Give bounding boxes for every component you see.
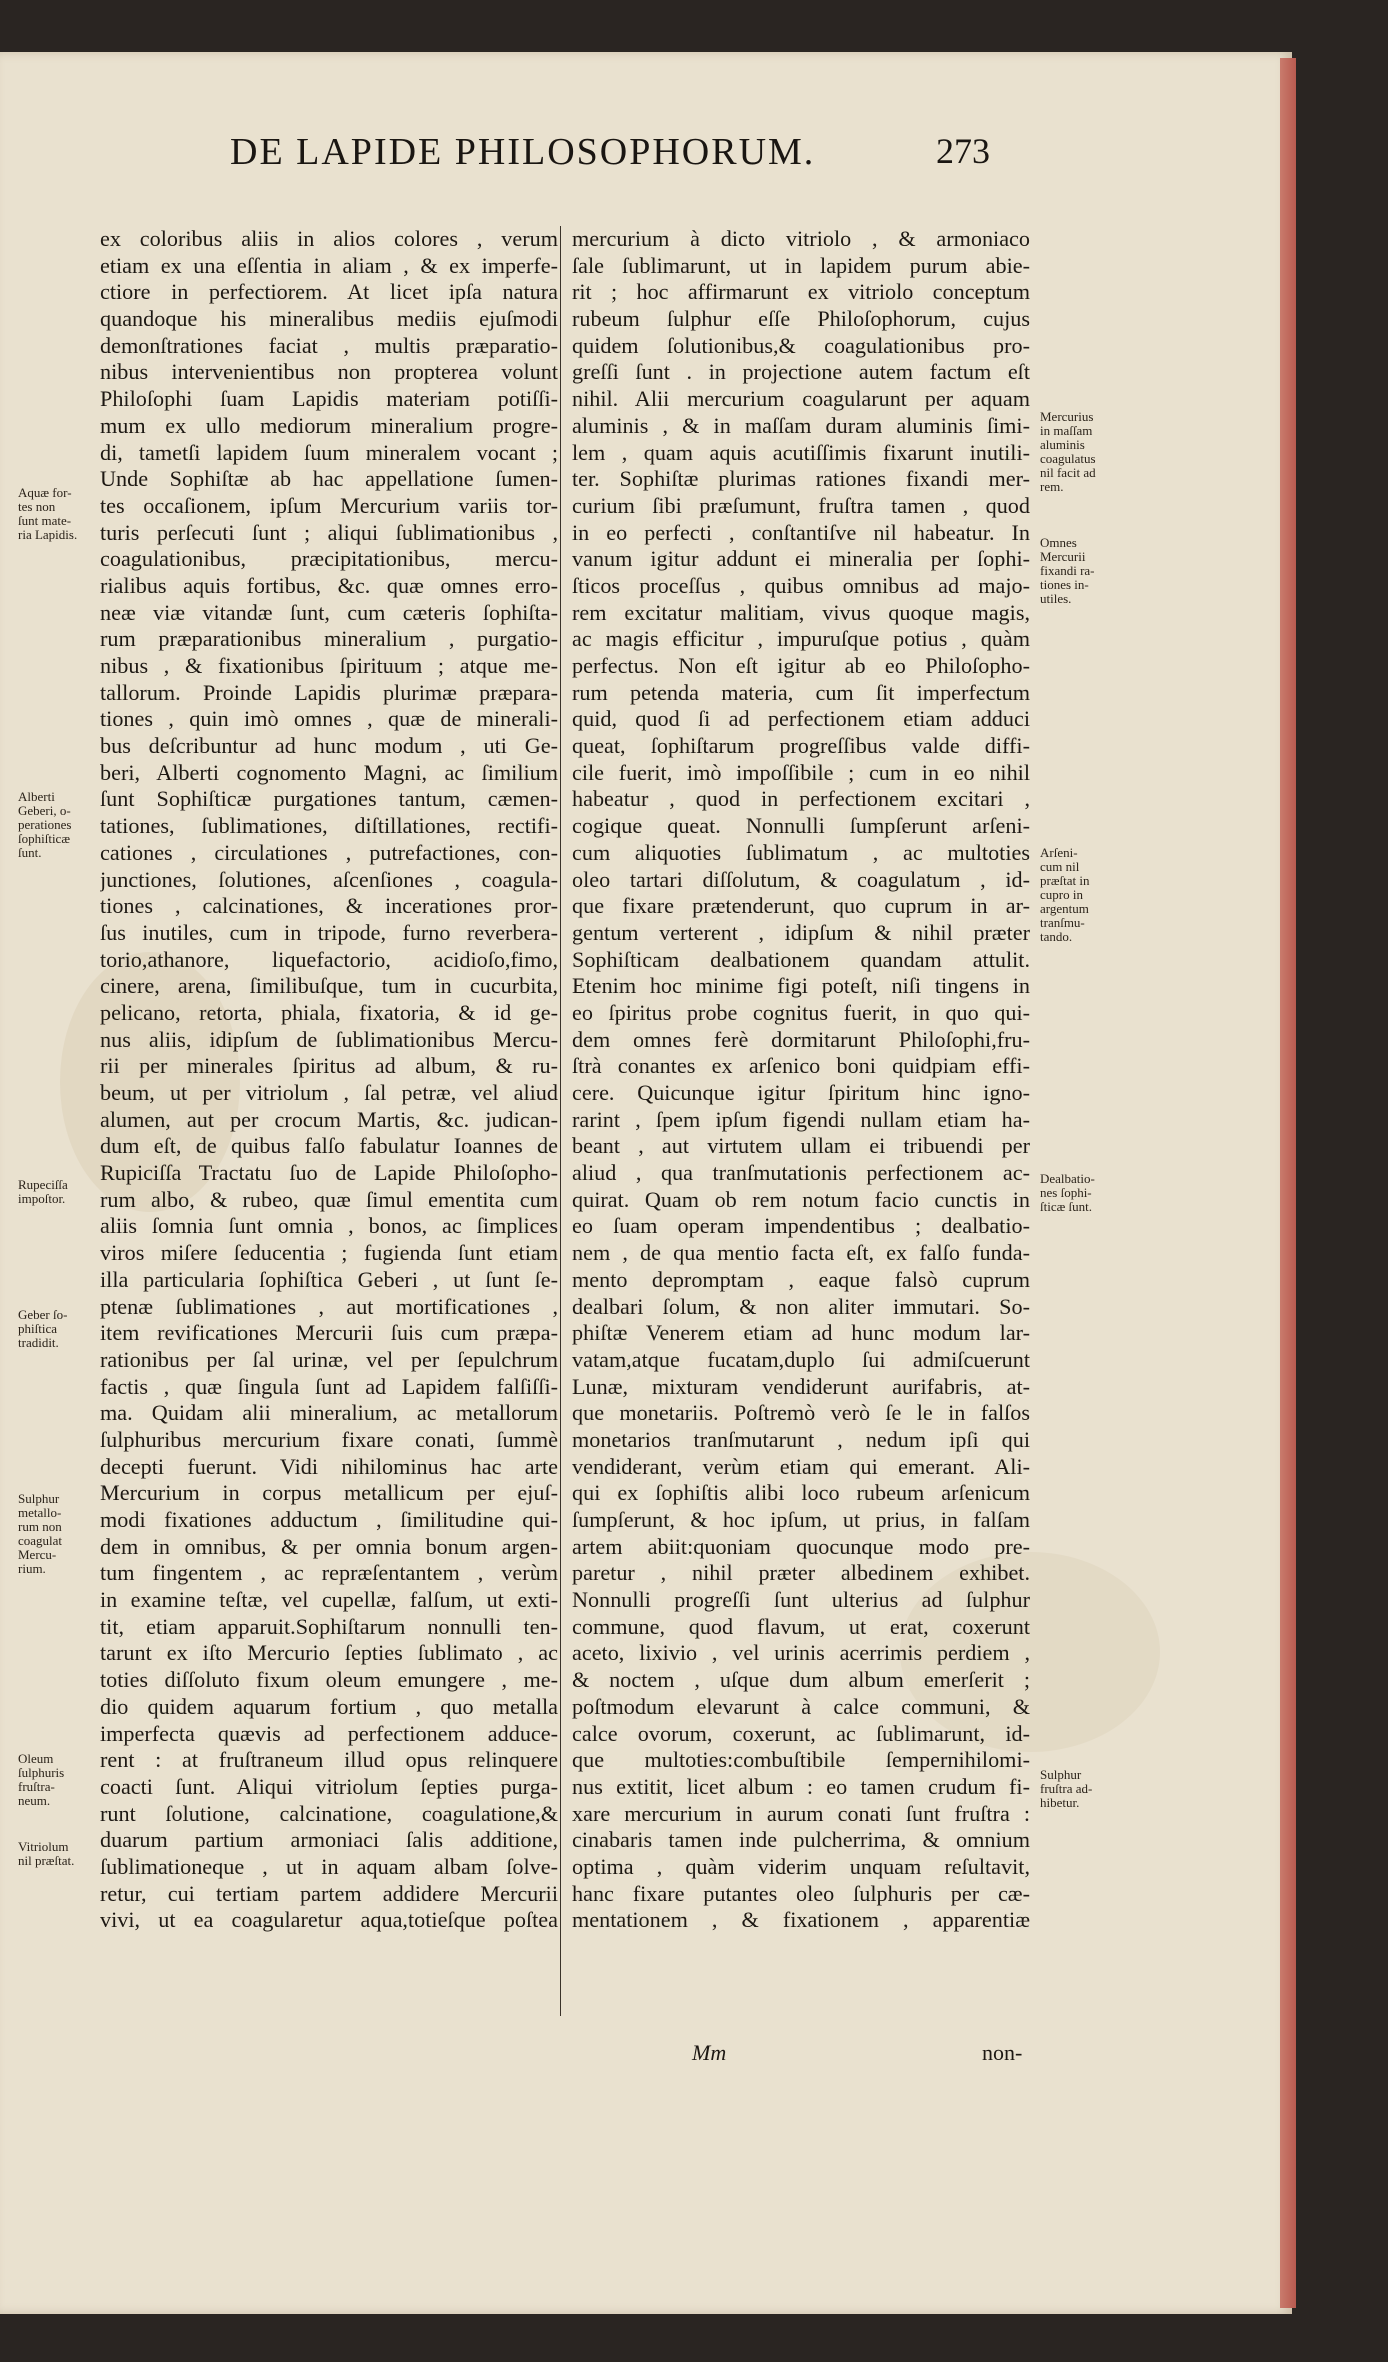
- margin-note-line: fixandi ra-: [1040, 563, 1095, 578]
- margin-note-line: utiles.: [1040, 591, 1072, 606]
- text-line: tes occaſionem, ipſum Mercurium variis tor-: [100, 492, 558, 518]
- text-line: phiſtæ Venerem etiam ad hunc modum lar-: [572, 1320, 1030, 1346]
- margin-note-line: Arſeni-: [1040, 845, 1078, 860]
- margin-note-left: [18, 1840, 90, 1868]
- margin-note-line: aluminis: [1040, 437, 1085, 452]
- text-line: ptenæ ſublimationes , aut mortificationes ,: [100, 1293, 558, 1319]
- text-line: dealbari ſolum, & non aliter immutari. So-: [572, 1293, 1030, 1319]
- text-line: que monetariis. Poſtremò verò ſe le in falſos: [572, 1400, 1030, 1426]
- running-head: DE LAPIDE PHILOSOPHORUM.: [230, 131, 816, 173]
- text-line: duarum partium armoniaci ſalis additione,: [100, 1827, 558, 1853]
- text-line: mercurium à dicto vitriolo , & armoniaco: [572, 226, 1030, 251]
- text-line: beum, ut per vitriolum , ſal petræ, vel aliud: [100, 1080, 558, 1105]
- text-line: rit ; hoc affirmarunt ex vitriolo conceptum: [572, 279, 1030, 305]
- margin-note-left: [18, 486, 90, 542]
- margin-note-line: Geber ſo-: [18, 1307, 68, 1322]
- text-line: qui ex ſophiſtis alibi loco rubeum arſenicum: [572, 1480, 1030, 1506]
- margin-note-line: nil facit ad: [1040, 465, 1096, 480]
- text-line: curium ſibi præſumunt, fruſtra tamen , quod: [572, 492, 1030, 518]
- text-line: junctiones, ſolutiones, aſcenſiones , coagula-: [100, 866, 558, 892]
- text-line: Unde Sophiſtæ ab hac appellatione ſumen-: [100, 466, 558, 492]
- margin-note-line: fruſtra ad-: [1040, 1781, 1093, 1796]
- text-line: ſtrà conantes ex arſenico boni quidpiam effi-: [572, 1053, 1030, 1079]
- text-line: di, tametſi lapidem ſuum mineralem vocant ;: [100, 439, 558, 465]
- margin-note-line: neum.: [18, 1793, 51, 1808]
- text-line: quirat. Quam ob rem notum facio cunctis in: [572, 1186, 1030, 1212]
- text-line: gentum verterent , idipſum & nihil præter: [572, 919, 1030, 945]
- margin-note-line: Omnes: [1040, 535, 1077, 550]
- text-line: cinabaris tamen inde pulcherrima, & omnium: [572, 1827, 1030, 1853]
- margin-note-line: ſophiſticæ: [18, 831, 70, 846]
- margin-note-line: Mercurii: [1040, 549, 1086, 564]
- margin-note-line: cum nil: [1040, 859, 1080, 874]
- text-line: cere. Quicunque igitur ſpiritum hinc igno-: [572, 1080, 1030, 1105]
- text-line: commune, quod flavum, ut erat, coxerunt: [572, 1613, 1030, 1639]
- margin-note-line: Geberi, o-: [18, 803, 71, 818]
- text-line: cationes , circulationes , putrefactiones, con-: [100, 839, 558, 865]
- text-line: in eo perfecti , conſtantiſve nil habeatur. In: [572, 519, 1030, 545]
- text-line: Nonnulli progreſſi ſunt ulterius ad ſulphur: [572, 1587, 1030, 1613]
- text-line: cum aliquoties ſublimatum , ac multoties: [572, 839, 1030, 865]
- text-line: Mercurium in corpus metallicum per ejuſ-: [100, 1480, 558, 1506]
- text-line: rum petenda materia, cum ſit imperfectum: [572, 679, 1030, 705]
- margin-note-right: [1040, 846, 1112, 944]
- text-line: dio quidem aquarum fortium , quo metalla: [100, 1693, 558, 1719]
- margin-note-line: Oleum: [18, 1751, 54, 1766]
- text-line: tiones , quin imò omnes , quæ de minerali-: [100, 706, 558, 732]
- text-line: artem abiit:quoniam quocunque modo pre-: [572, 1533, 1030, 1559]
- text-line: rent : at fruſtraneum illud opus relinquere: [100, 1747, 558, 1773]
- text-line: ex coloribus aliis in alios colores , verum: [100, 226, 558, 251]
- margin-note-right: [1040, 536, 1112, 606]
- margin-note-line: tradidit.: [18, 1335, 59, 1350]
- text-line: perfectus. Non eſt igitur ab eo Philoſopho-: [572, 653, 1030, 678]
- text-line: alumen, aut per crocum Martis, &c. judican-: [100, 1106, 558, 1132]
- text-line: ſale ſublimarunt, ut in lapidem purum abie-: [572, 252, 1030, 278]
- text-line: beant , aut virtutem ullam ei tribuendi per: [572, 1133, 1030, 1159]
- text-line: ctiore in perfectiorem. At licet ipſa natura: [100, 279, 558, 305]
- text-line: tum fingentem , ac repræſentantem , verùm: [100, 1560, 558, 1586]
- text-line: demonſtrationes faciat , multis præparatio-: [100, 332, 558, 358]
- margin-note-right: [1040, 410, 1112, 494]
- text-line: queat, ſophiſtarum progreſſibus valde diffi-: [572, 733, 1030, 759]
- margin-note-left: [18, 1178, 90, 1206]
- text-line: ſus inutiles, cum in tripode, furno reverbera-: [100, 919, 558, 945]
- text-line: cogique queat. Nonnulli ſumpſerunt arſeni-: [572, 813, 1030, 839]
- margin-note-line: tando.: [1040, 929, 1073, 944]
- margin-note-line: metallo-: [18, 1505, 62, 1520]
- page-edge: [1280, 58, 1296, 2308]
- page-number: 273: [936, 131, 990, 171]
- margin-note-line: rium.: [18, 1561, 46, 1576]
- margin-note-left: [18, 790, 90, 860]
- text-line: ma. Quidam alii mineralium, ac metallorum: [100, 1400, 558, 1426]
- margin-note-line: tiones in-: [1040, 577, 1089, 592]
- text-line: cinere, arena, ſimilibuſque, tum in cucurbita,: [100, 973, 558, 999]
- text-line: aluminis , & in maſſam duram aluminis ſimi-: [572, 412, 1030, 438]
- text-line: paretur , nihil præter albedinem exhibet.: [572, 1560, 1030, 1586]
- text-line: illa particularia ſophiſtica Geberi , ut ſunt ſe-: [100, 1266, 558, 1292]
- text-line: rum præparationibus mineralium , purgatio-: [100, 626, 558, 652]
- margin-note-line: Mercu-: [18, 1547, 57, 1562]
- text-line: tallorum. Proinde Lapidis plurimæ præpara-: [100, 679, 558, 705]
- text-line: in examine teſtæ, vel cupellæ, falſum, ut exti-: [100, 1587, 558, 1613]
- margin-note-line: argentum: [1040, 901, 1089, 916]
- text-line: ſublimationeque , ut in aquam albam ſolve-: [100, 1853, 558, 1879]
- text-line: runt ſolutione, calcinatione, coagulatione,&: [100, 1800, 558, 1826]
- margin-note-line: perationes: [18, 817, 72, 832]
- catchword: non-: [982, 2040, 1023, 2065]
- text-line: quandoque his mineralibus mediis ejuſmodi: [100, 306, 558, 332]
- margin-note-line: nes ſophi-: [1040, 1185, 1092, 1200]
- text-line: ter. Sophiſtæ plurimas rationes fixandi mer-: [572, 466, 1030, 492]
- text-line: Philoſophi ſuam Lapidis materiam potiſſi-: [100, 386, 558, 412]
- text-line: habeatur , quod in perfectionem excitari ,: [572, 786, 1030, 812]
- margin-note-line: rem.: [1040, 479, 1064, 494]
- margin-note-line: cupro in: [1040, 887, 1083, 902]
- text-line: tationes, ſublimationes, diſtillationes, rectifi-: [100, 813, 558, 839]
- text-line: Lunæ, mixturam vendiderunt aurifabris, at-: [572, 1373, 1030, 1399]
- text-line: greſſi ſunt . in projectione autem factum eſt: [572, 359, 1030, 385]
- text-line: rialibus aquis fortibus, &c. quæ omnes erro-: [100, 572, 558, 598]
- text-line: quidem ſolutionibus,& coagulationibus pro-: [572, 332, 1030, 358]
- margin-note-line: Alberti: [18, 789, 55, 804]
- margin-note-line: ſunt.: [18, 845, 42, 860]
- left-text-column: [100, 226, 558, 1934]
- margin-note-line: ſulphuris: [18, 1765, 65, 1780]
- text-line: ſulphuribus mercurium fixare conati, ſummè: [100, 1426, 558, 1452]
- margin-note-line: rum non: [18, 1519, 62, 1534]
- text-line: oleo tartari diſſolutum, & coagulatum , id-: [572, 866, 1030, 892]
- margin-note-line: Aquæ for-: [18, 485, 72, 500]
- margin-note-right: [1040, 1172, 1112, 1214]
- text-line: rarint , ſpem ipſum figendi nullam etiam ha-: [572, 1106, 1030, 1132]
- text-line: factis , quæ ſingula ſunt ad Lapidem falſiſſi-: [100, 1373, 558, 1399]
- text-line: vendiderant, verùm etiam qui emerant. Ali-: [572, 1453, 1030, 1479]
- right-text-column: [572, 226, 1030, 1934]
- text-line: optima , quàm viderim unquam reſultavit,: [572, 1853, 1030, 1879]
- margin-note-line: Vitriolum: [18, 1839, 69, 1854]
- margin-note-line: ſunt mate-: [18, 513, 72, 528]
- signature-mark: Mm: [692, 2040, 727, 2065]
- text-line: neæ viæ vitandæ ſunt, cum cæteris ſophiſta-: [100, 599, 558, 625]
- text-line: lem , quam aquis acutiſſimis fixarunt inutili-: [572, 439, 1030, 465]
- text-line: ſticos proceſſus , quibus omnibus ad majo-: [572, 572, 1030, 598]
- text-line: coacti ſunt. Aliqui vitriolum ſepties purga-: [100, 1773, 558, 1799]
- text-line: mentationem , & fixationem , apparentiæ: [572, 1907, 1030, 1933]
- margin-note-left: [18, 1492, 90, 1576]
- text-line: beri, Alberti cognomento Magni, ac ſimilium: [100, 759, 558, 785]
- text-line: aceto, lixivio , vel urinis acerrimis perdiem ,: [572, 1640, 1030, 1666]
- text-line: que multoties:combuſtibile ſempernihilomi-: [572, 1747, 1030, 1773]
- margin-note-left: [18, 1308, 90, 1350]
- text-line: nus extitit, licet album : eo tamen crudum fi-: [572, 1773, 1030, 1799]
- text-line: mum ex ullo mediorum mineralium progre-: [100, 412, 558, 438]
- text-line: aliud , qua tranſmutationis perfectionem ac-: [572, 1160, 1030, 1186]
- text-line: modi fixationes adductum , ſimilitudine qui-: [100, 1507, 558, 1532]
- text-line: dem in omnibus, & per omnia bonum argen-: [100, 1533, 558, 1559]
- text-line: torio,athanore, liquefactorio, acidioſo,fimo,: [100, 946, 558, 972]
- text-line: eo ſpiritus probe cognitus fuerit, in quo qui-: [572, 999, 1030, 1025]
- text-line: rum albo, & rubeo, quæ ſimul ementita cum: [100, 1186, 558, 1212]
- text-line: ſunt Sophiſticæ purgationes tantum, cæmen-: [100, 786, 558, 812]
- margin-note-right: [1040, 1768, 1112, 1810]
- text-line: Sophiſticam dealbationem quandam attulit.: [572, 946, 1030, 972]
- text-line: viros miſere ſeducentia ; fugienda ſunt etiam: [100, 1240, 558, 1266]
- column-divider: [560, 226, 561, 2016]
- text-line: eo ſuam operam impendentibus ; dealbatio-: [572, 1213, 1030, 1239]
- text-line: imperfecta quævis ad perfectionem adduce-: [100, 1720, 558, 1746]
- margin-note-line: tes non: [18, 499, 56, 514]
- margin-note-left: [18, 1752, 90, 1808]
- text-line: Etenim hoc minime figi poteſt, niſi tingens in: [572, 973, 1030, 999]
- text-line: ac magis efficitur , impuruſque potius , quàm: [572, 626, 1030, 652]
- text-line: dem omnes ferè dormitarunt Philoſophi,fru-: [572, 1026, 1030, 1052]
- margin-note-line: ria Lapidis.: [18, 527, 78, 542]
- margin-note-line: præſtat in: [1040, 873, 1090, 888]
- text-line: calce ovorum, coxerunt, ac ſublimarunt, id-: [572, 1720, 1030, 1746]
- text-line: ſumpſerunt, & hoc ipſum, ut prius, in falſam: [572, 1507, 1030, 1532]
- margin-note-line: Mercurius: [1040, 409, 1094, 424]
- margin-note-line: Dealbatio-: [1040, 1171, 1095, 1186]
- text-line: rubeum ſulphur eſſe Philoſophorum, cujus: [572, 306, 1030, 332]
- text-line: nihil. Alii mercurium coagularunt per aquam: [572, 386, 1030, 412]
- text-line: nibus , & fixationibus ſpirituum ; atque me-: [100, 653, 558, 678]
- margin-note-line: Sulphur: [1040, 1767, 1082, 1782]
- text-line: quid, quod ſi ad perfectionem etiam adduci: [572, 706, 1030, 732]
- margin-note-line: phiſtica: [18, 1321, 57, 1336]
- margin-note-line: ſticæ ſunt.: [1040, 1199, 1092, 1214]
- text-line: Rupiciſſa Tractatu ſuo de Lapide Philoſopho-: [100, 1160, 558, 1186]
- text-line: xare mercurium in aurum conati ſunt fruſtra :: [572, 1800, 1030, 1826]
- text-line: & noctem , uſque dum album emerſerit ;: [572, 1667, 1030, 1693]
- text-line: rationibus per ſal urinæ, vel per ſepulchrum: [100, 1346, 558, 1372]
- text-line: item revificationes Mercurii ſuis cum præpa-: [100, 1320, 558, 1346]
- text-line: mento depromptam , eaque falsò cuprum: [572, 1266, 1030, 1292]
- text-line: pelicano, retorta, phiala, fixatoria, & id ge-: [100, 999, 558, 1025]
- text-line: toties diſſoluto fixum oleum emungere , me-: [100, 1667, 558, 1693]
- margin-note-line: Sulphur: [18, 1491, 60, 1506]
- text-line: retur, cui tertiam partem addidere Mercurii: [100, 1880, 558, 1906]
- text-line: vivi, ut ea coagularetur aqua,totieſque poſtea: [100, 1907, 558, 1933]
- text-line: tarunt ex iſto Mercurio ſepties ſublimato , ac: [100, 1640, 558, 1666]
- text-line: tiones , calcinationes, & incerationes pror-: [100, 893, 558, 919]
- text-line: vatam,atque fucatam,duplo ſui admiſcuerunt: [572, 1346, 1030, 1372]
- text-line: bus deſcribuntur ad hunc modum , uti Ge-: [100, 733, 558, 759]
- text-line: poſtmodum elevarunt à calce communi, &: [572, 1693, 1030, 1719]
- text-line: vanum igitur addunt ei mineralia per ſophi-: [572, 546, 1030, 572]
- text-line: rem excitatur malitiam, vivus quoque magis,: [572, 599, 1030, 625]
- margin-note-line: fruſtra-: [18, 1779, 55, 1794]
- margin-note-line: tranſmu-: [1040, 915, 1085, 930]
- text-line: turis perſecuti ſunt ; aliqui ſublimationibus ,: [100, 519, 558, 545]
- text-line: rii per minerales ſpiritus ad album, & ru-: [100, 1053, 558, 1079]
- margin-note-line: coagulat: [18, 1533, 63, 1548]
- text-line: tit, etiam apparuit.Sophiſtarum nonnulli ten-: [100, 1613, 558, 1639]
- margin-note-line: nil præſtat.: [18, 1853, 75, 1868]
- text-line: nus aliis, idipſum de ſublimationibus Mercu-: [100, 1026, 558, 1052]
- text-line: coagulationibus, præcipitationibus, mercu-: [100, 546, 558, 572]
- text-line: nibus intervenientibus non propterea volunt: [100, 359, 558, 385]
- margin-note-line: in maſſam: [1040, 423, 1093, 438]
- text-line: nem , de qua mentio facta eſt, ex falſo funda-: [572, 1240, 1030, 1266]
- text-line: etiam ex una eſſentia in aliam , & ex imperfe-: [100, 252, 558, 278]
- margin-note-line: impoſtor.: [18, 1191, 66, 1206]
- text-line: aliis ſomnia ſunt omnia , bonos, ac ſimplices: [100, 1213, 558, 1239]
- text-line: cile fuerit, imò impoſſibile ; cum in eo nihil: [572, 759, 1030, 785]
- margin-note-line: hibetur.: [1040, 1795, 1080, 1810]
- text-line: dum eſt, de quibus falſo fabulatur Ioannes de: [100, 1133, 558, 1159]
- text-line: monetarios tranſmutarunt , nedum ipſi qui: [572, 1426, 1030, 1452]
- margin-note-line: Rupeciſſa: [18, 1177, 68, 1192]
- text-line: que fixare prætenderunt, quo cuprum in ar-: [572, 893, 1030, 919]
- text-line: decepti fuerunt. Vidi nihilominus hac arte: [100, 1453, 558, 1479]
- margin-note-line: coagulatus: [1040, 451, 1096, 466]
- text-line: hanc fixare putantes oleo ſulphuris per cæ-: [572, 1880, 1030, 1906]
